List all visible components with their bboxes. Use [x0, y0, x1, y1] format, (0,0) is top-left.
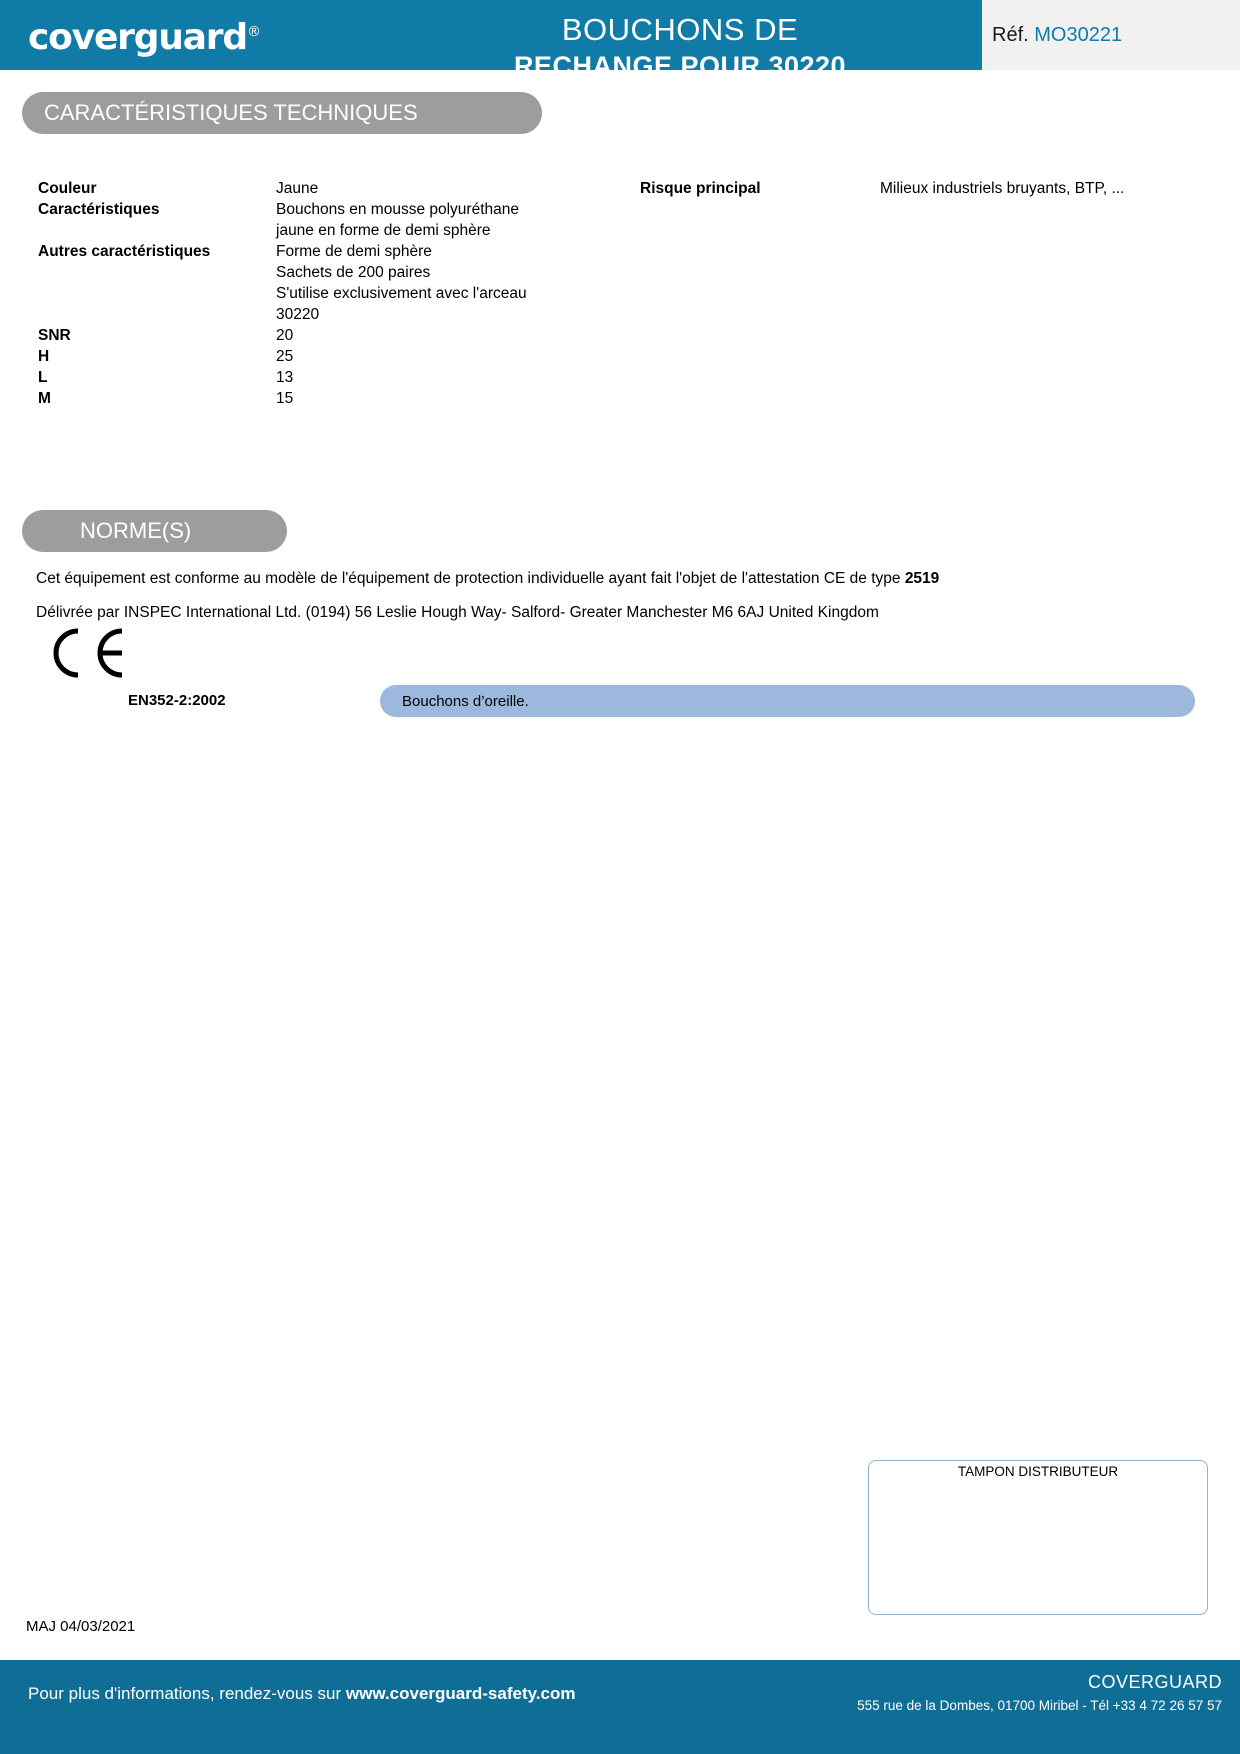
page-title: [430, 12, 930, 84]
footer-company-address: 555 rue de la Dombes, 01700 Miribel - Tél +33 4 72 26 57 57: [857, 1698, 1222, 1713]
page-footer: [0, 1660, 1240, 1754]
spec-label: Caractéristiques: [38, 201, 160, 218]
page-title-line1: BOUCHONS DE: [561, 12, 799, 47]
spec-value: 25: [276, 348, 294, 365]
last-update-date: MAJ 04/03/2021: [26, 1618, 136, 1635]
reference-block: [992, 24, 1122, 47]
reference-code: MO30221: [1034, 24, 1123, 46]
footer-website-link[interactable]: www.coverguard-safety.com: [345, 1684, 576, 1703]
spec-label: SNR: [38, 327, 71, 344]
footer-company-name: COVERGUARD: [1087, 1672, 1222, 1692]
norms-issuer: Délivrée par INSPEC International Ltd. (0194) 56 Leslie Hough Way- Salford- Greater Manchester M6 6AJ United Kingdom: [36, 604, 879, 621]
spec-row: [640, 178, 1200, 199]
norms-certificate-number: 2519: [904, 570, 940, 587]
section-header-technical-label: CARACTÉRISTIQUES TECHNIQUES: [44, 100, 418, 125]
registered-mark: ®: [246, 24, 260, 40]
footer-company-block: [857, 1672, 1222, 1713]
norms-statement-text: Cet équipement est conforme au modèle de l'équipement de protection individuelle ayant fait l'objet de l'attestation CE de type: [36, 570, 905, 587]
norms-statement: [36, 568, 1196, 590]
page-title-line2: RECHANGE POUR 30220: [513, 51, 847, 81]
spec-row: [38, 367, 638, 388]
section-header-technical: [22, 92, 542, 134]
spec-value: 15: [276, 390, 294, 407]
spec-value: 13: [276, 369, 294, 386]
spec-label: L: [38, 369, 48, 386]
footer-info: [28, 1684, 575, 1704]
specs-table-left: [38, 178, 638, 409]
spec-value: Jaune: [276, 180, 319, 197]
spec-label: H: [38, 348, 50, 365]
specs-table-right: [640, 178, 1200, 199]
footer-info-text: Pour plus d'informations, rendez-vous sur: [28, 1684, 346, 1703]
norm-standard-description: [380, 685, 1195, 717]
norm-standard-code: EN352-2:2002: [128, 692, 226, 709]
ce-marking-icon: [44, 625, 134, 681]
spec-label: Couleur: [38, 180, 97, 197]
page-header: [0, 0, 1240, 81]
spec-row: [38, 178, 638, 199]
spec-value: 20: [276, 327, 294, 344]
coverguard-logo: [28, 17, 260, 58]
section-header-norms-label: NORME(S): [80, 518, 192, 543]
section-header-norms: [22, 510, 287, 552]
distributor-stamp-label: TAMPON DISTRIBUTEUR: [957, 1464, 1119, 1479]
spec-row: [38, 199, 638, 241]
spec-row: [38, 388, 638, 409]
logo-text: coverguard: [28, 17, 247, 58]
spec-row: [38, 325, 638, 346]
norm-standard-description-label: Bouchons d’oreille.: [402, 692, 529, 710]
spec-value: Milieux industriels bruyants, BTP, ...: [880, 180, 1125, 197]
spec-label: Risque principal: [640, 180, 761, 197]
spec-row: [38, 346, 638, 367]
spec-label: Autres caractéristiques: [38, 243, 211, 260]
distributor-stamp-box: [868, 1460, 1208, 1615]
spec-value: Bouchons en mousse polyuréthane jaune en forme de demi sphère: [276, 201, 519, 239]
reference-label: Réf.: [992, 24, 1029, 46]
spec-row: [38, 241, 638, 325]
spec-label: M: [38, 390, 51, 407]
spec-value: Forme de demi sphère Sachets de 200 paires S'utilise exclusivement avec l'arceau 30220: [276, 243, 527, 323]
